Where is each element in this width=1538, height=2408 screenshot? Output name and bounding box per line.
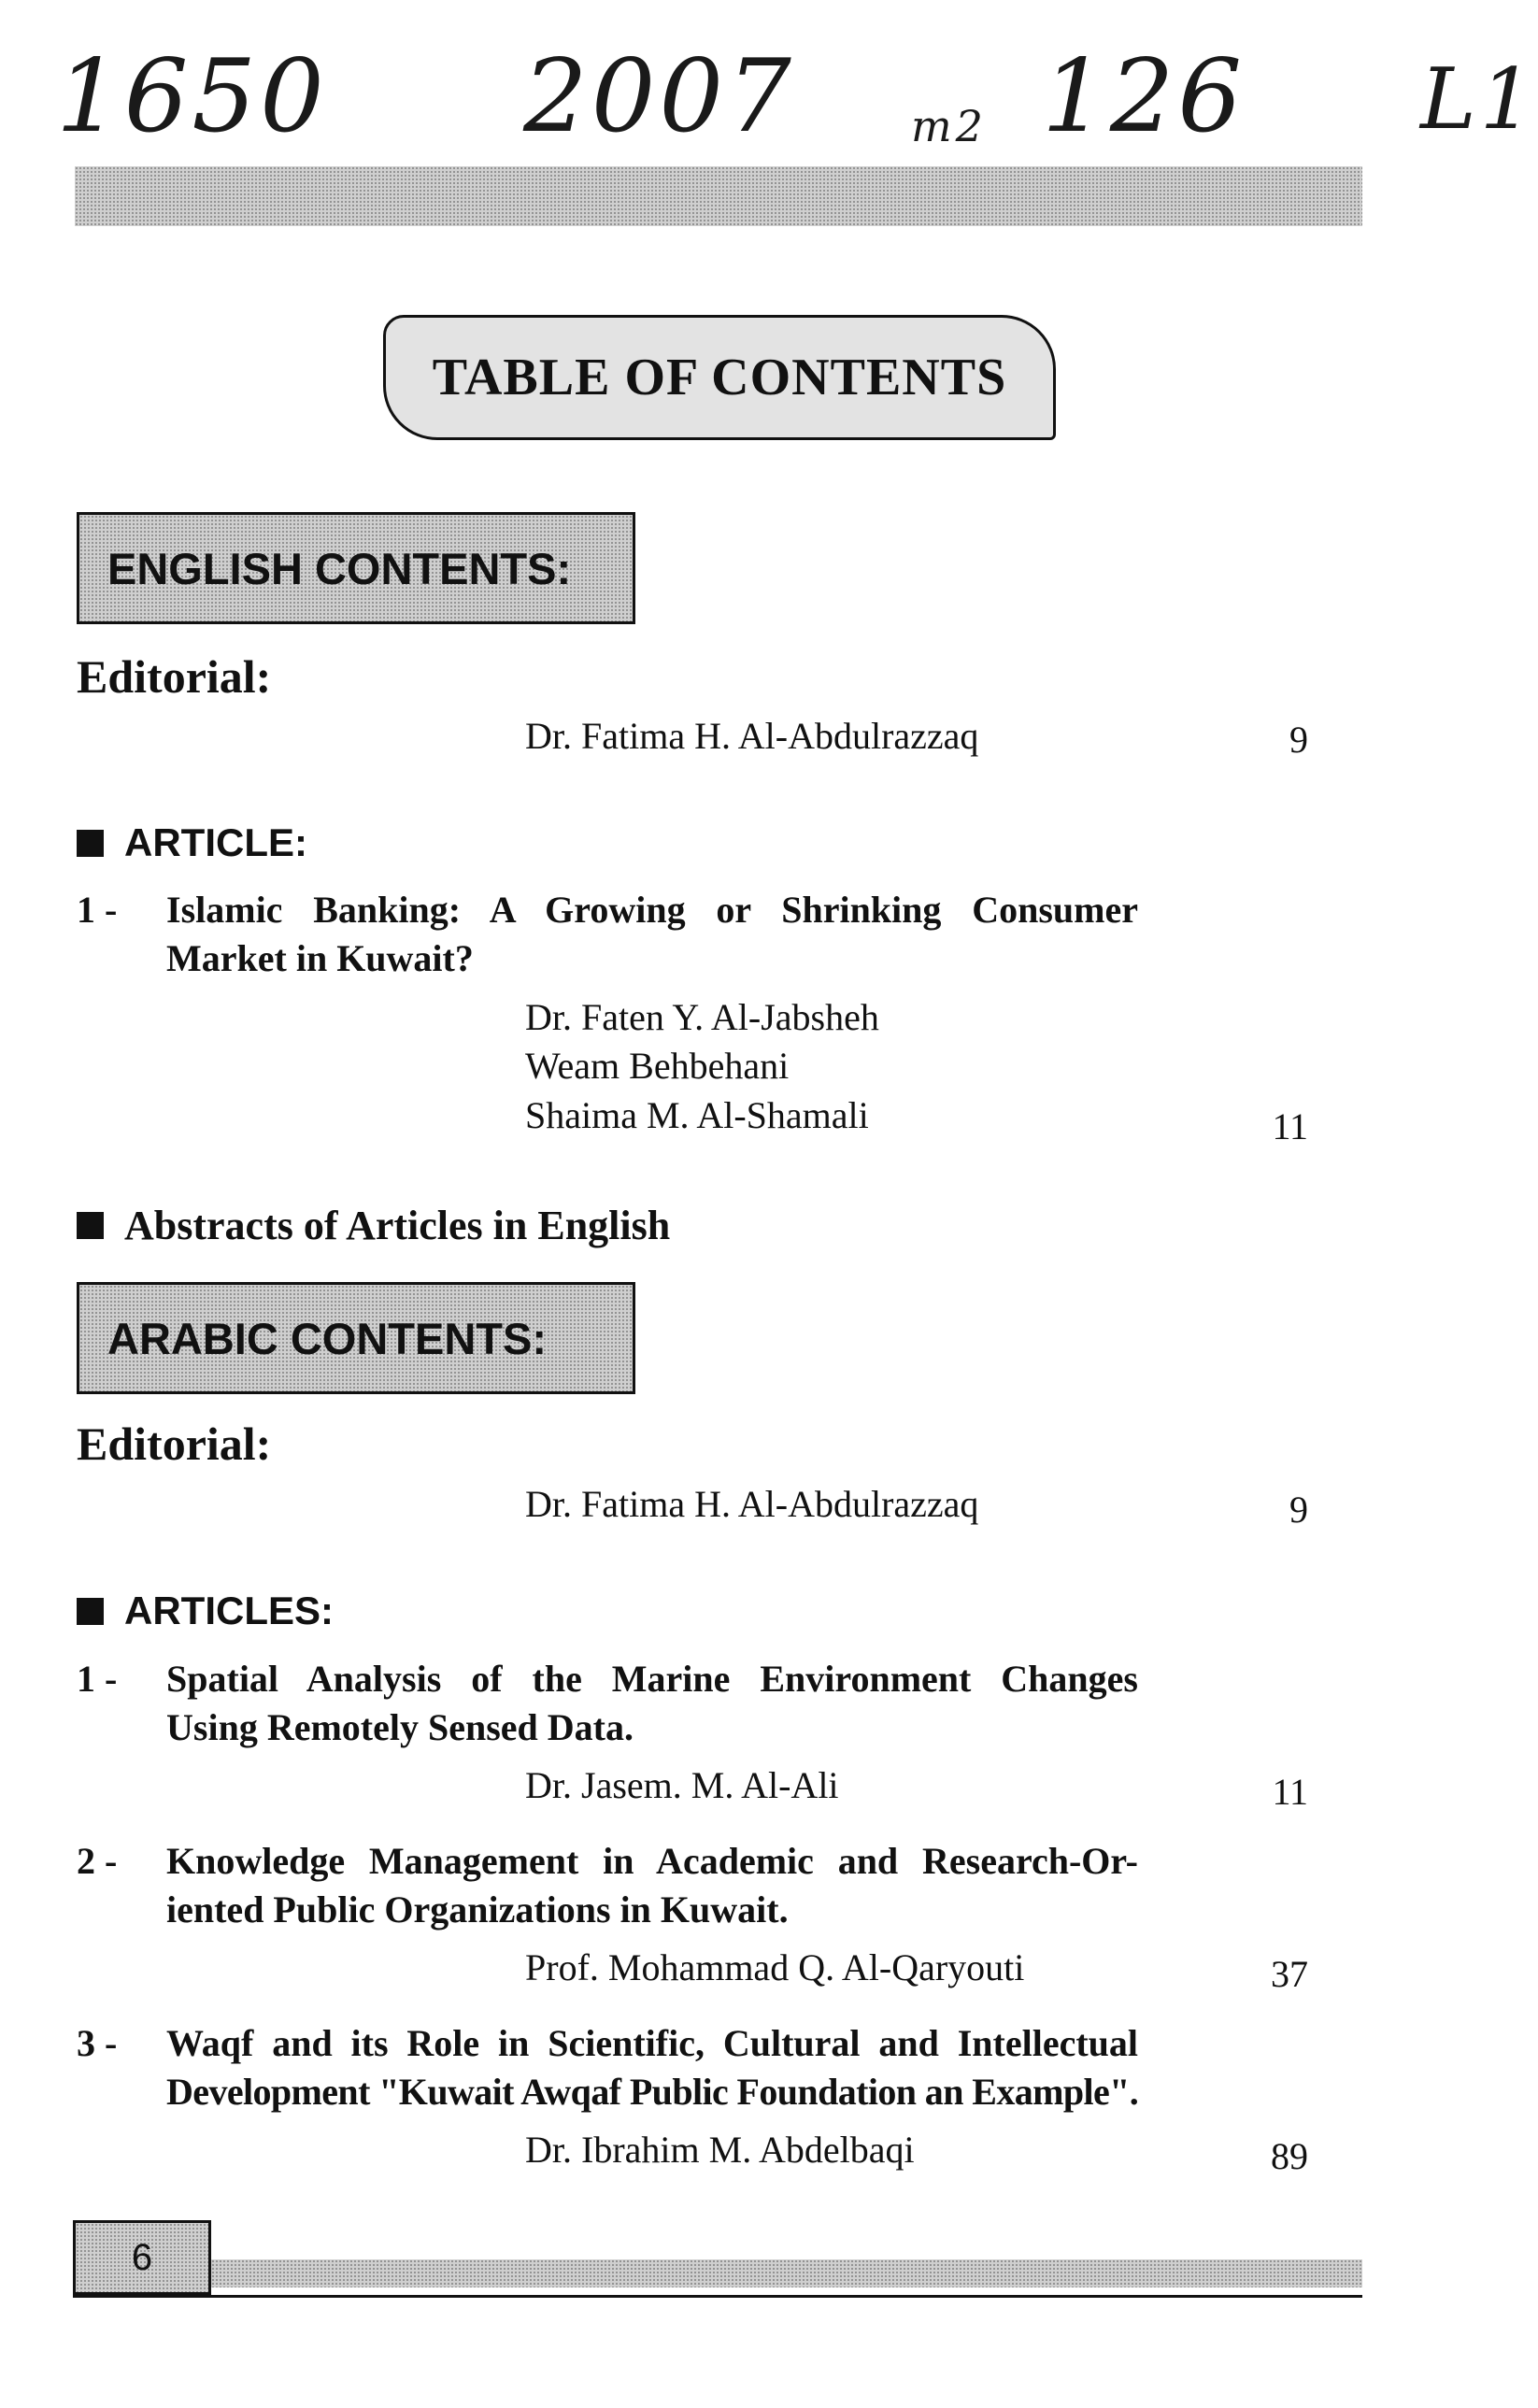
bullet-square-icon bbox=[77, 1212, 104, 1239]
header-band bbox=[75, 166, 1362, 226]
arabic-editorial-label: Editorial: bbox=[77, 1418, 272, 1470]
english-article-heading bbox=[77, 820, 307, 865]
arabic-article-2-author: Prof. Mohammad Q. Al-Qaryouti bbox=[525, 1946, 1025, 1988]
english-article-title-line2: Market in Kuwait? bbox=[166, 937, 474, 979]
arabic-article-3-author: Dr. Ibrahim M. Abdelbaqi bbox=[525, 2129, 915, 2171]
arabic-article-1-title-line1: Spatial Analysis of the Marine Environment Changes bbox=[166, 1658, 1138, 1700]
english-editorial-page: 9 bbox=[1289, 719, 1308, 761]
english-abstracts-label: Abstracts of Articles in English bbox=[124, 1203, 671, 1248]
arabic-articles-heading bbox=[77, 1589, 334, 1633]
arabic-editorial-author: Dr. Fatima H. Al-Abdulrazzaq bbox=[525, 1483, 979, 1525]
arabic-article-2-page: 37 bbox=[1271, 1953, 1308, 1995]
arabic-article-1-page: 11 bbox=[1272, 1771, 1308, 1813]
english-article-number: 1 - bbox=[77, 889, 118, 931]
arabic-articles-heading-label: ARTICLES: bbox=[124, 1589, 334, 1632]
bullet-square-icon bbox=[77, 830, 104, 857]
arabic-article-2-title-line1: Knowledge Management in Academic and Research-Or- bbox=[166, 1840, 1138, 1882]
arabic-article-1-author: Dr. Jasem. M. Al-Ali bbox=[525, 1764, 839, 1806]
english-article-author-3: Shaima M. Al-Shamali bbox=[525, 1094, 869, 1136]
english-editorial-author: Dr. Fatima H. Al-Abdulrazzaq bbox=[525, 715, 979, 757]
handwritten-note-m2: m2 bbox=[911, 101, 987, 151]
page-number-box bbox=[73, 2220, 211, 2295]
arabic-article-3-page: 89 bbox=[1271, 2135, 1308, 2177]
arabic-article-1-title-line2: Using Remotely Sensed Data. bbox=[166, 1706, 634, 1748]
english-abstracts-heading bbox=[77, 1202, 670, 1249]
handwritten-number-126: 126 bbox=[1042, 38, 1246, 155]
english-article-author-1: Dr. Faten Y. Al-Jabsheh bbox=[525, 996, 879, 1038]
arabic-article-3-number: 3 - bbox=[77, 2022, 118, 2064]
english-article-page: 11 bbox=[1272, 1105, 1308, 1147]
arabic-contents-heading bbox=[77, 1282, 635, 1394]
page-number: 6 bbox=[131, 2236, 153, 2278]
english-contents-label: ENGLISH CONTENTS: bbox=[107, 543, 572, 593]
arabic-article-3-title-line1: Waqf and its Role in Scientific, Cultural and Intellectual bbox=[166, 2022, 1138, 2064]
footer-band bbox=[211, 2259, 1362, 2287]
english-article-author-2: Weam Behbehani bbox=[525, 1045, 790, 1087]
handwritten-number-1650: 1650 bbox=[56, 38, 328, 155]
english-article-heading-label: ARTICLE: bbox=[124, 820, 307, 864]
arabic-article-3-title-line2: Development "Kuwait Awqaf Public Foundation an Example". bbox=[166, 2071, 1139, 2113]
arabic-article-2-title-line2: iented Public Organizations in Kuwait. bbox=[166, 1888, 789, 1931]
arabic-article-2-number: 2 - bbox=[77, 1840, 118, 1882]
english-article-title-line1: Islamic Banking: A Growing or Shrinking Consumer bbox=[166, 889, 1138, 931]
arabic-article-1-number: 1 - bbox=[77, 1658, 118, 1700]
footer-rule bbox=[73, 2295, 1362, 2298]
arabic-editorial-page: 9 bbox=[1289, 1489, 1308, 1531]
handwritten-year-2007: 2007 bbox=[523, 38, 795, 155]
handwritten-code-l1: L1 bbox=[1420, 50, 1538, 149]
arabic-contents-label: ARABIC CONTENTS: bbox=[107, 1313, 547, 1363]
english-contents-heading bbox=[77, 512, 635, 624]
english-editorial-label: Editorial: bbox=[77, 650, 272, 703]
bullet-square-icon bbox=[77, 1598, 104, 1625]
page-title: TABLE OF CONTENTS bbox=[383, 315, 1056, 440]
